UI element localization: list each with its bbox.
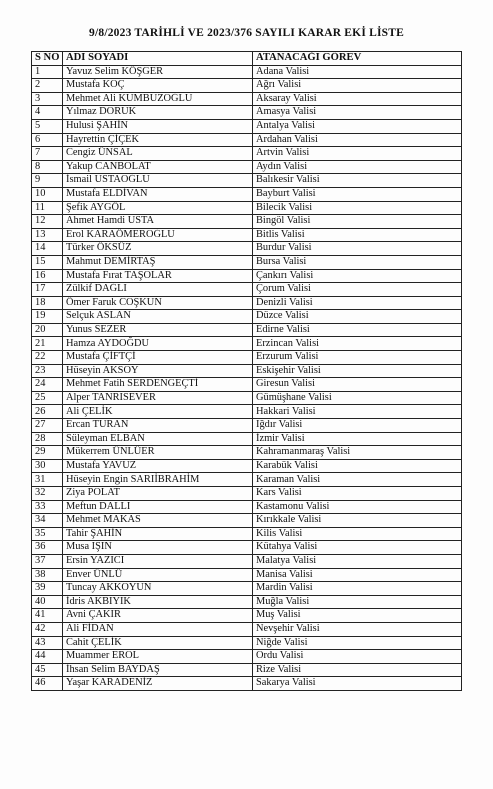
table-row (32, 378, 462, 392)
assigned-duty: Manisa Valisi (253, 568, 462, 582)
row-number: 44 (32, 650, 63, 664)
person-name: Cengiz ÜNSAL (63, 147, 253, 161)
assigned-duty: Adana Valisi (253, 65, 462, 79)
assigned-duty: Bayburt Valisi (253, 187, 462, 201)
assigned-duty: Aksaray Valisi (253, 92, 462, 106)
person-name: Mükerrem ÜNLÜER (63, 446, 253, 460)
person-name: Yavuz Selim KÖŞGER (63, 65, 253, 79)
table-row (32, 609, 462, 623)
row-number: 23 (32, 364, 63, 378)
row-number: 24 (32, 378, 63, 392)
table-row (32, 405, 462, 419)
person-name: Ziya POLAT (63, 487, 253, 501)
table-row (32, 160, 462, 174)
assigned-duty: Denizli Valisi (253, 296, 462, 310)
row-number: 36 (32, 541, 63, 555)
table-row (32, 622, 462, 636)
assigned-duty: Ordu Valisi (253, 650, 462, 664)
header-name: ADI SOYADI (63, 52, 253, 66)
row-number: 19 (32, 310, 63, 324)
row-number: 21 (32, 337, 63, 351)
assigned-duty: Hakkari Valisi (253, 405, 462, 419)
table-row (32, 92, 462, 106)
person-name: Alper TANRISEVER (63, 391, 253, 405)
assigned-duty: Gümüşhane Valisi (253, 391, 462, 405)
assigned-duty: Balıkesir Valisi (253, 174, 462, 188)
table-row (32, 147, 462, 161)
table-row (32, 636, 462, 650)
table-row (32, 119, 462, 133)
table-row (32, 432, 462, 446)
appointment-table (31, 51, 462, 691)
assigned-duty: Antalya Valisi (253, 119, 462, 133)
assigned-duty: Sakarya Valisi (253, 677, 462, 691)
table-row (32, 296, 462, 310)
assigned-duty: Iğdır Valisi (253, 419, 462, 433)
header-duty: ATANACAĞI GÖREV (253, 52, 462, 66)
assigned-duty: Eskişehir Valisi (253, 364, 462, 378)
table-row (32, 174, 462, 188)
person-name: Enver ÜNLÜ (63, 568, 253, 582)
row-number: 29 (32, 446, 63, 460)
table-row (32, 541, 462, 555)
row-number: 41 (32, 609, 63, 623)
person-name: Mustafa KOÇ (63, 79, 253, 93)
row-number: 37 (32, 554, 63, 568)
person-name: Mustafa YAVUZ (63, 459, 253, 473)
table-body (32, 65, 462, 690)
table-row (32, 487, 462, 501)
table-row (32, 391, 462, 405)
table-row (32, 269, 462, 283)
table-row (32, 459, 462, 473)
assigned-duty: Ağrı Valisi (253, 79, 462, 93)
person-name: Hüseyin AKSOY (63, 364, 253, 378)
table-row (32, 568, 462, 582)
person-name: Mahmut DEMİRTAŞ (63, 255, 253, 269)
person-name: Mustafa Fırat TAŞOLAR (63, 269, 253, 283)
assigned-duty: Giresun Valisi (253, 378, 462, 392)
assigned-duty: Artvin Valisi (253, 147, 462, 161)
person-name: İsmail USTAOĞLU (63, 174, 253, 188)
assigned-duty: Kahramanmaraş Valisi (253, 446, 462, 460)
row-number: 20 (32, 323, 63, 337)
person-name: Avni ÇAKIR (63, 609, 253, 623)
person-name: Mehmet MAKAS (63, 514, 253, 528)
person-name: Ali ÇELİK (63, 405, 253, 419)
person-name: Selçuk ASLAN (63, 310, 253, 324)
row-number: 7 (32, 147, 63, 161)
assigned-duty: Malatya Valisi (253, 554, 462, 568)
assigned-duty: Erzincan Valisi (253, 337, 462, 351)
row-number: 11 (32, 201, 63, 215)
assigned-duty: İzmir Valisi (253, 432, 462, 446)
row-number: 42 (32, 622, 63, 636)
person-name: Yakup CANBOLAT (63, 160, 253, 174)
table-row (32, 187, 462, 201)
row-number: 13 (32, 228, 63, 242)
person-name: Tuncay AKKOYUN (63, 582, 253, 596)
row-number: 32 (32, 487, 63, 501)
assigned-duty: Karabük Valisi (253, 459, 462, 473)
table-row (32, 65, 462, 79)
row-number: 17 (32, 283, 63, 297)
person-name: Mustafa ÇİFTÇİ (63, 351, 253, 365)
table-row (32, 215, 462, 229)
table-row (32, 133, 462, 147)
row-number: 43 (32, 636, 63, 650)
assigned-duty: Aydın Valisi (253, 160, 462, 174)
assigned-duty: Rize Valisi (253, 663, 462, 677)
row-number: 40 (32, 595, 63, 609)
person-name: Musa IŞIN (63, 541, 253, 555)
person-name: Yunus SEZER (63, 323, 253, 337)
table-row (32, 283, 462, 297)
table-row (32, 514, 462, 528)
row-number: 28 (32, 432, 63, 446)
person-name: Hüseyin Engin SARIİBRAHİM (63, 473, 253, 487)
table-header-row (32, 52, 462, 66)
person-name: Hayrettin ÇİÇEK (63, 133, 253, 147)
document-title: 9/8/2023 TARİHLİ VE 2023/376 SAYILI KARAR EKİ LİSTE (89, 27, 404, 39)
assigned-duty: Kastamonu Valisi (253, 500, 462, 514)
row-number: 10 (32, 187, 63, 201)
assigned-duty: Bilecik Valisi (253, 201, 462, 215)
person-name: Mehmet Ali KUMBUZOĞLU (63, 92, 253, 106)
row-number: 9 (32, 174, 63, 188)
row-number: 3 (32, 92, 63, 106)
row-number: 16 (32, 269, 63, 283)
table-row (32, 364, 462, 378)
person-name: Ersin YAZICI (63, 554, 253, 568)
table-row (32, 473, 462, 487)
person-name: Ercan TURAN (63, 419, 253, 433)
assigned-duty: Çankırı Valisi (253, 269, 462, 283)
person-name: Tahir ŞAHİN (63, 527, 253, 541)
table-row (32, 582, 462, 596)
table-row (32, 106, 462, 120)
row-number: 33 (32, 500, 63, 514)
row-number: 26 (32, 405, 63, 419)
row-number: 4 (32, 106, 63, 120)
person-name: Mehmet Fatih SERDENGEÇTİ (63, 378, 253, 392)
row-number: 12 (32, 215, 63, 229)
table-row (32, 79, 462, 93)
person-name: Ahmet Hamdi USTA (63, 215, 253, 229)
person-name: Zülkif DAĞLI (63, 283, 253, 297)
table-row (32, 228, 462, 242)
row-number: 25 (32, 391, 63, 405)
table-row (32, 201, 462, 215)
assigned-duty: Bursa Valisi (253, 255, 462, 269)
person-name: Meftun DALLI (63, 500, 253, 514)
table-row (32, 650, 462, 664)
table-row (32, 310, 462, 324)
assigned-duty: Bitlis Valisi (253, 228, 462, 242)
row-number: 35 (32, 527, 63, 541)
person-name: Süleyman ELBAN (63, 432, 253, 446)
assigned-duty: Mardin Valisi (253, 582, 462, 596)
row-number: 15 (32, 255, 63, 269)
assigned-duty: Ardahan Valisi (253, 133, 462, 147)
assigned-duty: Bingöl Valisi (253, 215, 462, 229)
row-number: 14 (32, 242, 63, 256)
assigned-duty: Muğla Valisi (253, 595, 462, 609)
row-number: 46 (32, 677, 63, 691)
person-name: Yılmaz DORUK (63, 106, 253, 120)
row-number: 18 (32, 296, 63, 310)
header-no: S NO (32, 52, 63, 66)
person-name: Mustafa ELDİVAN (63, 187, 253, 201)
table-row (32, 663, 462, 677)
person-name: Şefik AYGÖL (63, 201, 253, 215)
row-number: 39 (32, 582, 63, 596)
row-number: 38 (32, 568, 63, 582)
person-name: Muammer EROL (63, 650, 253, 664)
table-row (32, 446, 462, 460)
assigned-duty: Kars Valisi (253, 487, 462, 501)
assigned-duty: Niğde Valisi (253, 636, 462, 650)
assigned-duty: Kilis Valisi (253, 527, 462, 541)
assigned-duty: Edirne Valisi (253, 323, 462, 337)
row-number: 6 (32, 133, 63, 147)
table-row (32, 323, 462, 337)
assigned-duty: Karaman Valisi (253, 473, 462, 487)
person-name: Cahit ÇELİK (63, 636, 253, 650)
table-row (32, 500, 462, 514)
row-number: 34 (32, 514, 63, 528)
assigned-duty: Çorum Valisi (253, 283, 462, 297)
assigned-duty: Nevşehir Valisi (253, 622, 462, 636)
assigned-duty: Kütahya Valisi (253, 541, 462, 555)
row-number: 8 (32, 160, 63, 174)
row-number: 45 (32, 663, 63, 677)
table-row (32, 595, 462, 609)
assigned-duty: Muş Valisi (253, 609, 462, 623)
person-name: Hulusi ŞAHİN (63, 119, 253, 133)
row-number: 2 (32, 79, 63, 93)
row-number: 22 (32, 351, 63, 365)
table-row (32, 255, 462, 269)
table-row (32, 419, 462, 433)
assigned-duty: Burdur Valisi (253, 242, 462, 256)
table-row (32, 677, 462, 691)
person-name: Ömer Faruk COŞKUN (63, 296, 253, 310)
table-row (32, 242, 462, 256)
person-name: Yaşar KARADENİZ (63, 677, 253, 691)
person-name: Erol KARAÖMEROĞLU (63, 228, 253, 242)
assigned-duty: Amasya Valisi (253, 106, 462, 120)
row-number: 27 (32, 419, 63, 433)
assigned-duty: Düzce Valisi (253, 310, 462, 324)
row-number: 5 (32, 119, 63, 133)
table-row (32, 527, 462, 541)
row-number: 1 (32, 65, 63, 79)
person-name: İhsan Selim BAYDAŞ (63, 663, 253, 677)
table-row (32, 351, 462, 365)
row-number: 30 (32, 459, 63, 473)
assigned-duty: Kırıkkale Valisi (253, 514, 462, 528)
assigned-duty: Erzurum Valisi (253, 351, 462, 365)
row-number: 31 (32, 473, 63, 487)
person-name: Hamza AYDOĞDU (63, 337, 253, 351)
table-row (32, 554, 462, 568)
table-row (32, 337, 462, 351)
person-name: İdris AKBIYIK (63, 595, 253, 609)
person-name: Türker ÖKSÜZ (63, 242, 253, 256)
person-name: Ali FİDAN (63, 622, 253, 636)
